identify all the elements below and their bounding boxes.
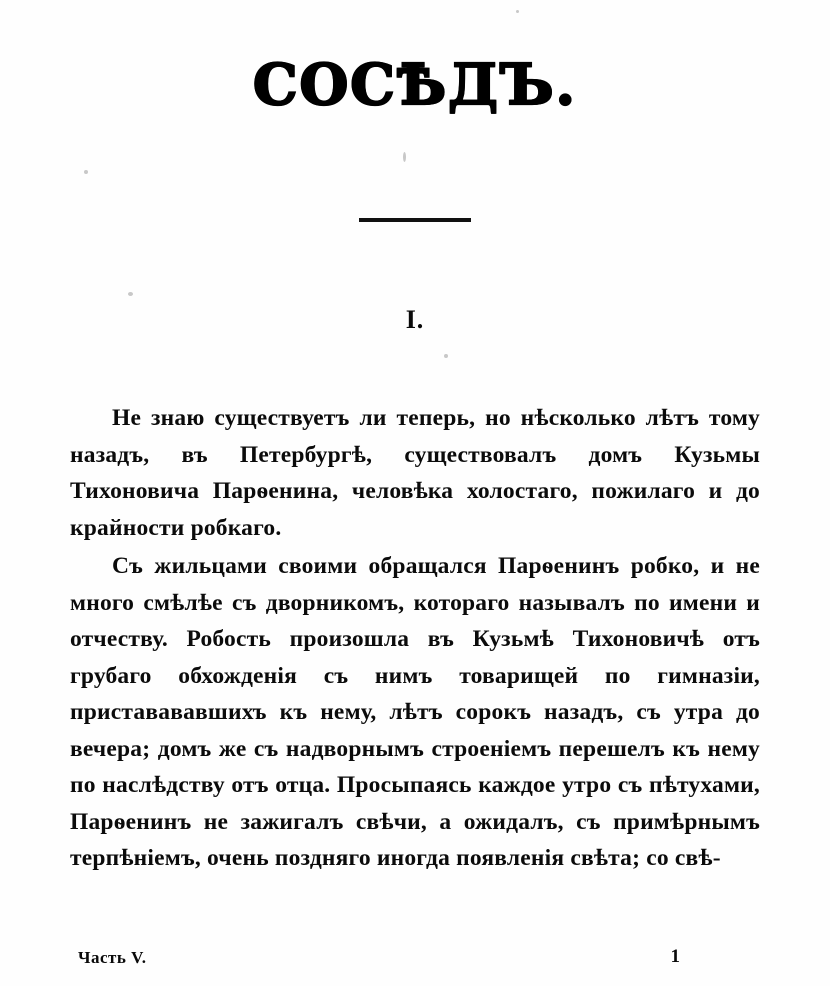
section-number: I. [405, 305, 425, 334]
paper-speck [516, 10, 519, 13]
page-title: СОСѢДЪ. [252, 52, 578, 118]
paper-speck [444, 354, 448, 358]
page-number: 1 [670, 946, 680, 967]
paper-speck [403, 152, 406, 162]
paper-speck [84, 170, 88, 174]
body-text [70, 400, 760, 879]
paragraph: Не знаю существуетъ ли теперь, но нѣсколько лѣтъ тому назадъ, въ Петербургѣ, существовалъ домъ Кузьмы Тихоновича Парѳенина, человѣка холостаго, пожилаго и до крайности робкаго. [70, 405, 760, 541]
paper-speck [128, 292, 133, 296]
volume-label: Часть V. [78, 948, 147, 967]
page-footer [78, 942, 758, 968]
paragraph: Съ жильцами своими обращался Парѳенинъ робко, и не много смѣлѣе съ дворникомъ, котораго называлъ по имени и отчеству. Робость произошла въ Кузьмѣ Тихоновичѣ отъ грубаго обхожденія съ нимъ товарищей по гимназіи, приставававшихъ къ нему, лѣтъ сорокъ назадъ, съ утра до вечера; домъ же съ надворнымъ строеніемъ перешелъ къ нему по наслѣдству отъ отца. Просыпаясь каждое утро съ пѣтухами, Парѳенинъ не зажигалъ свѣчи, а ожидалъ, съ примѣрнымъ терпѣніемъ, очень поздняго иногда появленія свѣта; со свѣ- [70, 553, 760, 871]
divider-rule [359, 218, 471, 222]
